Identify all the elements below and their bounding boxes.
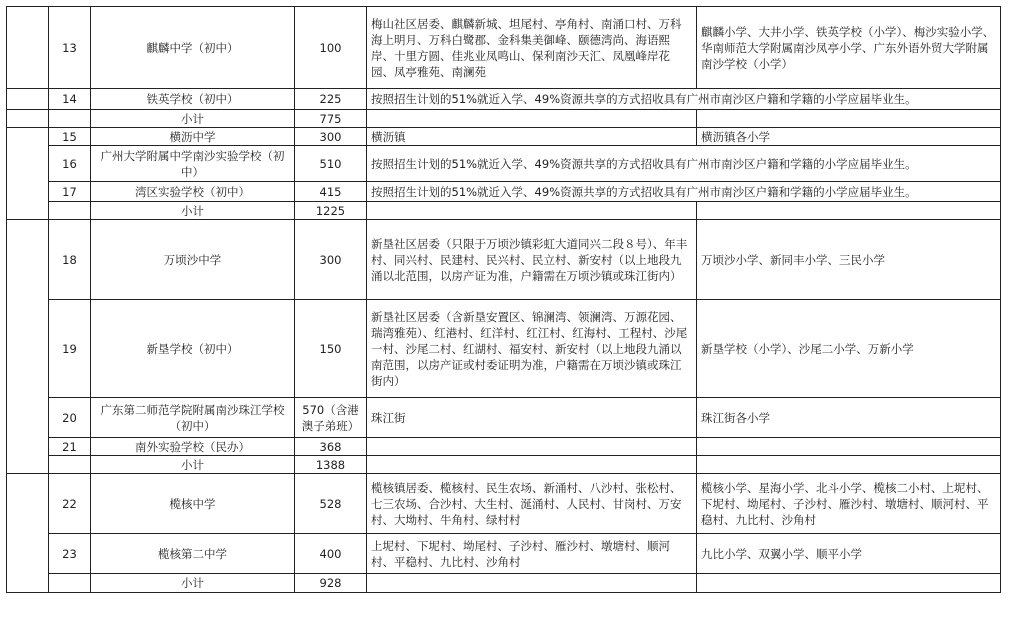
table-row: [7, 182, 1001, 202]
primary-schools: 万顷沙小学、新同丰小学、三民小学: [697, 220, 1001, 300]
row-number: 22: [49, 474, 91, 534]
primary-schools: 榄核小学、星海小学、北斗小学、榄核二小村、上坭村、下坭村、坳尾村、子沙村、雁沙村、墩塘村、顺河村、平稳村、九比村、沙角村: [697, 474, 1001, 534]
table-row: [7, 534, 1001, 574]
subtotal-label: 小计: [91, 110, 295, 128]
enrollment-area: 榄核镇居委、榄核村、民生农场、新涌村、八沙村、张松村、七三农场、合沙村、大生村、涎涌村、人民村、甘岗村、万安村、大坳村、牛角村、绿村村: [367, 474, 697, 534]
enrollment-area: 新垦社区居委（含新垦安置区、锦澜湾、领澜湾、万源花园、瑞湾雅苑）、红港村、红洋村、红江村、红海村、工程村、沙尾一村、沙尾二村、红湖村、福安村、新安村（以上地段九涌以南范围，以房产证或村委证明为准，户籍需在万顷沙镇或珠江街内）: [367, 300, 697, 398]
primary-schools: 横沥镇各小学: [697, 128, 1001, 146]
enrollment-area: 横沥镇: [367, 128, 697, 146]
plan-count: 100: [295, 7, 367, 89]
subtotal-label: 小计: [91, 202, 295, 220]
plan-count: 528: [295, 474, 367, 534]
plan-count: 415: [295, 182, 367, 202]
subtotal-count: 1388: [295, 456, 367, 474]
subtotal-count: 1225: [295, 202, 367, 220]
row-number: 20: [49, 398, 91, 438]
subtotal-label: 小计: [91, 456, 295, 474]
subtotal-count: 928: [295, 574, 367, 593]
row-number: 19: [49, 300, 91, 398]
row-number: 13: [49, 7, 91, 89]
school-name: 南外实验学校（民办）: [91, 438, 295, 456]
school-name: 万顷沙中学: [91, 220, 295, 300]
school-name: 铁英学校（初中）: [91, 89, 295, 110]
table-row: [7, 146, 1001, 182]
row-number: 17: [49, 182, 91, 202]
plan-count: 570（含港澳子弟班）: [295, 398, 367, 438]
enrollment-area: 上坭村、下坭村、坳尾村、子沙村、雁沙村、墩塘村、顺河村、平稳村、九比村、沙角村: [367, 534, 697, 574]
subtotal-label: 小计: [91, 574, 295, 593]
primary-schools: 珠江街各小学: [697, 398, 1001, 438]
enrollment-note: 按照招生计划的51%就近入学、49%资源共享的方式招收具有广州市南沙区户籍和学籍的小学应届毕业生。: [367, 89, 1001, 110]
enrollment-area: 新垦社区居委（只限于万顷沙镇彩虹大道同兴二段８号）、年丰村、同兴村、民建村、民兴村、民立村、新安村（以上地段九涌以北范围，以房产证为准，户籍需在万顷沙镇或珠江街内）: [367, 220, 697, 300]
school-name: 榄核中学: [91, 474, 295, 534]
plan-count: 368: [295, 438, 367, 456]
town-name: [7, 220, 49, 474]
enrollment-area: [367, 438, 697, 456]
enrollment-table: [6, 6, 1001, 593]
enrollment-area: 梅山社区居委、麒麟新城、坦尾村、亭角村、南涌口村、万科海上明月、万科白鹭郡、金科集美御峰、颐德湾尚、海语熙岸、十里方圆、佳兆业凤鸣山、保利南沙天汇、凤凰峰岸花园、凤亭雅苑、南澜苑: [367, 7, 697, 89]
primary-schools: 新垦学校（小学）、沙尾二小学、万新小学: [697, 300, 1001, 398]
town-cell-continued: [7, 7, 49, 89]
row-number: 14: [49, 89, 91, 110]
school-name: 湾区实验学校（初中）: [91, 182, 295, 202]
school-name: 横沥中学: [91, 128, 295, 146]
primary-schools: 九比小学、双翼小学、顺平小学: [697, 534, 1001, 574]
table-row: [7, 7, 1001, 89]
subtotal-row: [7, 456, 1001, 474]
enrollment-note: 按照招生计划的51%就近入学、49%资源共享的方式招收具有广州市南沙区户籍和学籍的小学应届毕业生。: [367, 146, 1001, 182]
row-number: 18: [49, 220, 91, 300]
row-number: 15: [49, 128, 91, 146]
subtotal-row: [7, 202, 1001, 220]
enrollment-note: 按照招生计划的51%就近入学、49%资源共享的方式招收具有广州市南沙区户籍和学籍的小学应届毕业生。: [367, 182, 1001, 202]
primary-schools: [697, 438, 1001, 456]
table-row: [7, 438, 1001, 456]
plan-count: 300: [295, 128, 367, 146]
school-name: 广东第二师范学院附属南沙珠江学校（初中）: [91, 398, 295, 438]
plan-count: 510: [295, 146, 367, 182]
town-name: [7, 128, 49, 220]
primary-schools: 麒麟小学、大井小学、铁英学校（小学）、梅沙实验小学、华南师范大学附属南沙凤亭小学、广东外语外贸大学附属南沙学校（小学）: [697, 7, 1001, 89]
town-name: [7, 474, 49, 593]
table-row: [7, 89, 1001, 110]
school-name: 新垦学校（初中）: [91, 300, 295, 398]
subtotal-count: 775: [295, 110, 367, 128]
row-number: 16: [49, 146, 91, 182]
row-number: 21: [49, 438, 91, 456]
table-row: [7, 398, 1001, 438]
subtotal-row: [7, 110, 1001, 128]
table-row: [7, 474, 1001, 534]
plan-count: 300: [295, 220, 367, 300]
enrollment-area: 珠江街: [367, 398, 697, 438]
plan-count: 150: [295, 300, 367, 398]
school-name: 广州大学附属中学南沙实验学校（初中）: [91, 146, 295, 182]
table-row: [7, 220, 1001, 300]
plan-count: 225: [295, 89, 367, 110]
subtotal-row: [7, 574, 1001, 593]
plan-count: 400: [295, 534, 367, 574]
school-name: 麒麟中学（初中）: [91, 7, 295, 89]
school-name: 榄核第二中学: [91, 534, 295, 574]
table-row: [7, 128, 1001, 146]
table-row: [7, 300, 1001, 398]
row-number: 23: [49, 534, 91, 574]
